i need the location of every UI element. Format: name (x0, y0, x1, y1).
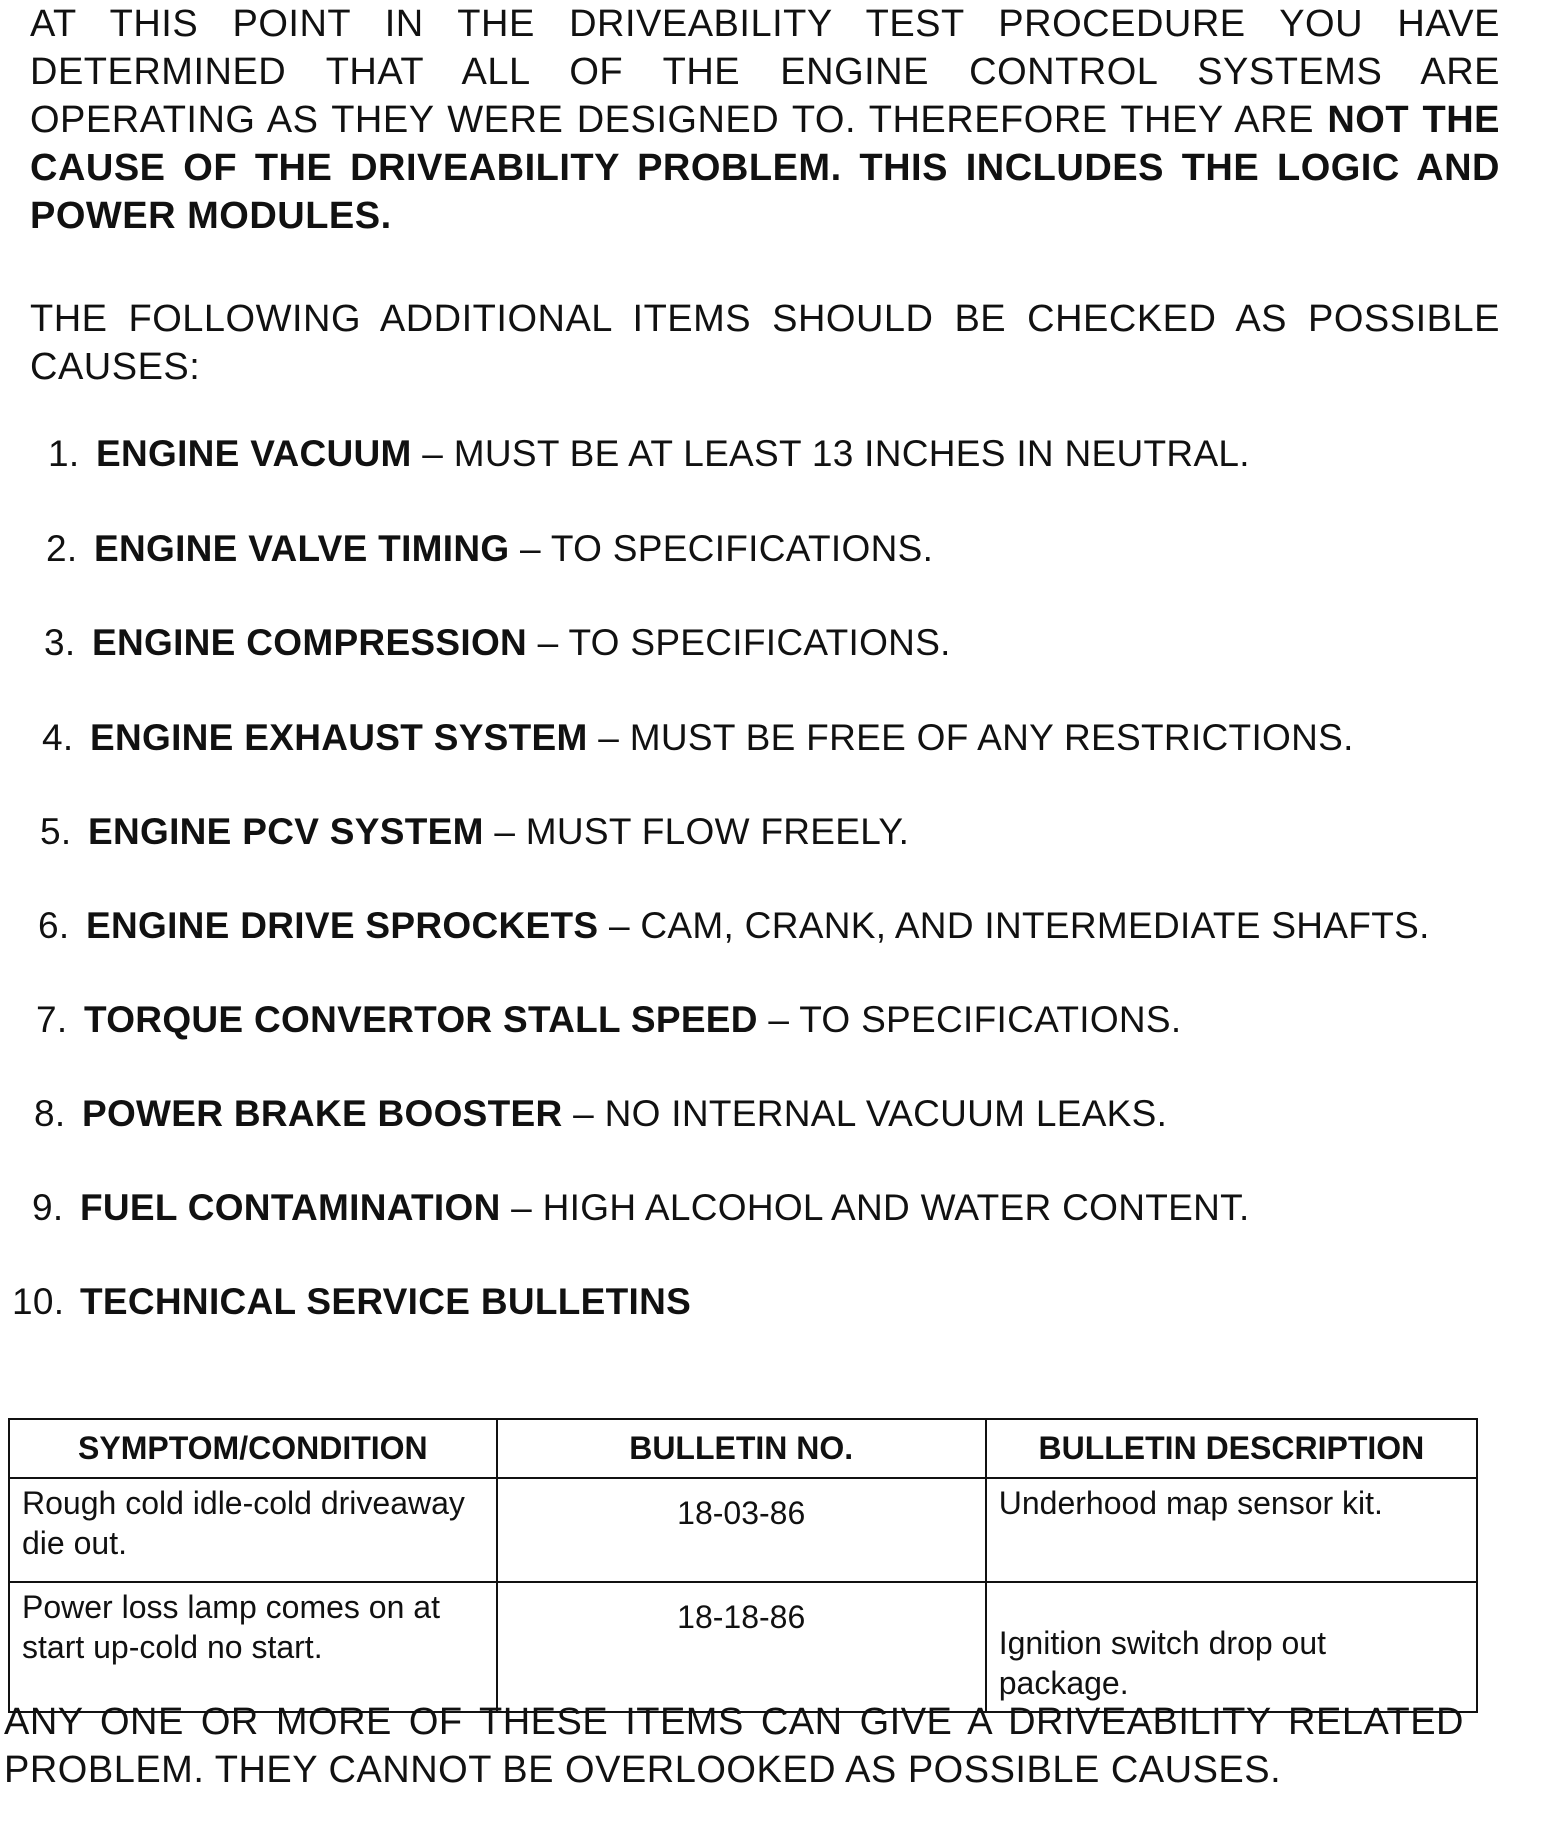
column-header-bulletin-no: BULLETIN NO. (497, 1419, 986, 1478)
intro-paragraph (30, 0, 1500, 240)
item-detail: TO SPECIFICATIONS. (568, 622, 951, 663)
item-number: 2. (46, 528, 78, 569)
list-item (46, 527, 933, 571)
item-number: 3. (44, 622, 76, 663)
item-number: 7. (36, 999, 68, 1040)
item-separator: – (527, 622, 569, 663)
item-name: TECHNICAL SERVICE BULLETINS (80, 1281, 692, 1322)
item-detail: MUST FLOW FREELY. (525, 811, 910, 852)
item-number: 10. (12, 1281, 65, 1322)
item-name: ENGINE DRIVE SPROCKETS (86, 905, 599, 946)
item-detail: NO INTERNAL VACUUM LEAKS. (604, 1093, 1168, 1134)
item-name: ENGINE VALVE TIMING (94, 528, 510, 569)
item-number: 5. (40, 811, 72, 852)
item-detail: HIGH ALCOHOL AND WATER CONTENT. (542, 1187, 1250, 1228)
item-number: 8. (34, 1093, 66, 1134)
list-item (40, 810, 909, 854)
item-detail: CAM, CRANK, AND INTERMEDIATE SHAFTS. (640, 905, 1430, 946)
list-item (42, 716, 1354, 760)
item-name: FUEL CONTAMINATION (80, 1187, 501, 1228)
item-detail: MUST BE FREE OF ANY RESTRICTIONS. (629, 717, 1354, 758)
column-header-description: BULLETIN DESCRIPTION (986, 1419, 1477, 1478)
bulletin-no-cell: 18-18-86 (497, 1582, 986, 1712)
item-name: ENGINE VACUUM (96, 433, 412, 474)
list-item (48, 432, 1250, 476)
description-cell: Underhood map sensor kit. (986, 1478, 1477, 1582)
column-header-symptom: SYMPTOM/CONDITION (9, 1419, 497, 1478)
item-detail: TO SPECIFICATIONS. (550, 528, 934, 569)
closing-paragraph: ANY ONE OR MORE OF THESE ITEMS CAN GIVE A DRIVEABILITY RELATED PROBLEM. THEY CANNOT BE OVERLOOKED AS POSSIBLE CAUSES. (4, 1701, 1464, 1791)
item-separator: – (483, 811, 526, 852)
item-separator: – (587, 717, 630, 758)
item-number: 1. (48, 433, 80, 474)
list-item (38, 904, 1430, 948)
item-number: 4. (42, 717, 74, 758)
symptom-cell: Power loss lamp comes on at start up-cold no start. (9, 1582, 497, 1712)
list-item (44, 621, 951, 665)
intro-regular-text: AT THIS POINT IN THE DRIVEABILITY TEST PROCEDURE YOU HAVE DETERMINED THAT ALL OF THE ENGINE CONTROL SYSTEMS ARE OPERATING AS THEY WERE DESIGNED TO. THEREFORE THEY ARE (30, 3, 1500, 141)
item-detail: MUST BE AT LEAST 13 INCHES IN NEUTRAL. (453, 433, 1250, 474)
list-item (34, 1092, 1167, 1136)
item-name: ENGINE PCV SYSTEM (88, 811, 484, 852)
intro-bold-text: NOT THE CAUSE OF THE DRIVEABILITY PROBLEM. THIS INCLUDES THE LOGIC AND POWER MODULES. (30, 99, 1500, 237)
bulletin-table (8, 1418, 1478, 1713)
item-separator: – (598, 905, 641, 946)
item-name: TORQUE CONVERTOR STALL SPEED (84, 999, 758, 1040)
item-number: 6. (38, 905, 70, 946)
item-separator: – (562, 1093, 605, 1134)
item-name: POWER BRAKE BOOSTER (82, 1093, 563, 1134)
item-separator: – (509, 528, 551, 569)
bulletin-no-cell: 18-03-86 (497, 1478, 986, 1582)
description-cell: Ignition switch drop out package. (986, 1582, 1477, 1712)
list-item (32, 1186, 1250, 1230)
table-header-row (9, 1419, 1477, 1478)
table-row (9, 1582, 1477, 1712)
list-item (12, 1280, 691, 1324)
item-name: ENGINE EXHAUST SYSTEM (90, 717, 588, 758)
item-separator: – (411, 433, 454, 474)
table-row (9, 1478, 1477, 1582)
symptom-cell: Rough cold idle-cold driveaway die out. (9, 1478, 497, 1582)
list-item (36, 998, 1182, 1042)
item-detail: TO SPECIFICATIONS. (799, 999, 1182, 1040)
lead-paragraph: THE FOLLOWING ADDITIONAL ITEMS SHOULD BE CHECKED AS POSSIBLE CAUSES: (30, 298, 1500, 388)
item-separator: – (500, 1187, 543, 1228)
item-number: 9. (32, 1187, 64, 1228)
item-separator: – (757, 999, 800, 1040)
item-name: ENGINE COMPRESSION (92, 622, 528, 663)
